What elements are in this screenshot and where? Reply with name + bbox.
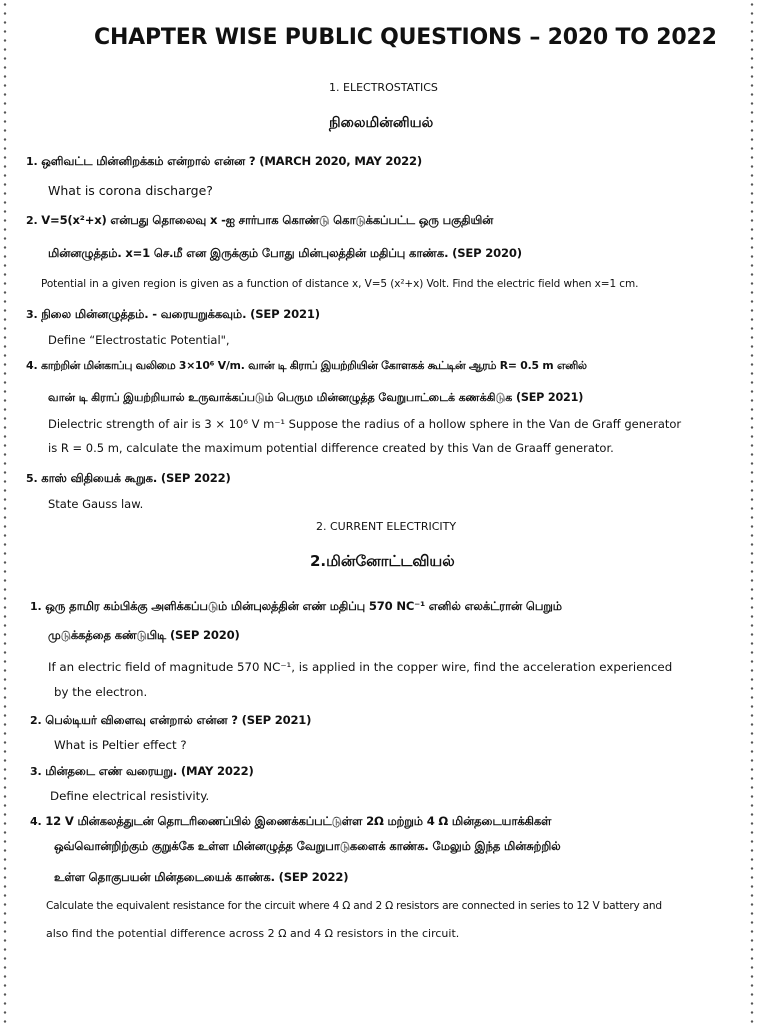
exam-tag: (SEP 2022): [278, 870, 349, 884]
question-text-en: is R = 0.5 m, calculate the maximum potential difference created by this Van de Graaff generator.: [48, 441, 614, 455]
question-ta: [30, 712, 311, 729]
question-text-ta: 12 V மின்கலத்துடன் தொடரிணைப்பில் இணைக்கப்பட்டுள்ள 2Ω மற்றும் 4 Ω மின்தடையாக்கிகள்: [45, 814, 552, 828]
question-text-ta: நிலை மின்னழுத்தம். - வரையறுக்கவும்.: [41, 307, 247, 321]
question-ta: [30, 813, 551, 830]
question-number: 1.: [30, 600, 42, 613]
question-text-en: What is corona discharge?: [48, 183, 213, 198]
page-title: CHAPTER WISE PUBLIC QUESTIONS – 2020 TO 2022: [94, 25, 717, 50]
question-text-en: by the electron.: [54, 685, 148, 699]
question-text-en: Define “Electrostatic Potential",: [48, 333, 230, 347]
question-text-en: Calculate the equivalent resistance for the circuit where 4 Ω and 2 Ω resistors are connected in series to 12 V battery and: [46, 900, 662, 912]
question-text-ta: ஒரு தாமிர கம்பிக்கு அளிக்கப்படும் மின்புலத்தின் எண் மதிப்பு 570 NC⁻¹ எனில் எலக்ட்ரான் பெறும்: [45, 599, 562, 613]
question-number: 5.: [26, 472, 38, 485]
question-ta: [30, 598, 562, 615]
question-text-ta: மின்தடை எண் வரையறு.: [45, 764, 178, 778]
question-text-ta: ஒளிவட்ட மின்னிறக்கம் என்றால் என்ன ?: [41, 154, 256, 168]
exam-tag: (SEP 2021): [250, 307, 320, 321]
question-ta: [26, 306, 320, 323]
question-text-ta: ஒவ்வொன்றிற்கும் குறுக்கே உள்ள மின்னழுத்த வேறுபாடுகளைக் காண்க. மேலும் இந்த மின்சுற்றில்: [54, 839, 561, 853]
exam-tag: (SEP 2020): [169, 628, 240, 642]
question-text-ta: முடுக்கத்தை கண்டுபிடி: [48, 628, 167, 642]
question-text-en: If an electric field of magnitude 570 NC⁻¹, is applied in the copper wire, find the acceleration experienced: [48, 660, 673, 674]
question-ta: [26, 212, 493, 229]
section-heading-ta: நிலைமின்னியல்: [329, 115, 434, 131]
exam-tag: (MAY 2022): [180, 764, 254, 778]
question-ta: [26, 153, 422, 170]
question-number: 4.: [26, 359, 38, 372]
question-text-en: also find the potential difference across 2 Ω and 4 Ω resistors in the circuit.: [46, 927, 460, 940]
question-number: 4.: [30, 815, 42, 828]
question-ta: [26, 470, 231, 487]
exam-tag: (SEP 2020): [452, 246, 522, 260]
question-ta-cont: [48, 245, 522, 261]
question-ta-cont: [48, 390, 583, 406]
question-text-ta: பெல்டியர் விளைவு என்றால் என்ன ?: [45, 713, 238, 727]
exam-tag: (MARCH 2020, MAY 2022): [259, 154, 422, 168]
question-text-ta: வான் டி கிராப் இயற்றியால் உருவாக்கப்படும் பெரும மின்னழுத்த வேறுபாட்டைக் கணக்கிடுக: [48, 391, 513, 404]
question-text-en: Dielectric strength of air is 3 × 10⁶ V m⁻¹ Suppose the radius of a hollow sphere in the Van de Graff generator: [48, 417, 682, 431]
question-ta: [30, 763, 254, 780]
question-number: 2.: [26, 214, 38, 227]
question-text-ta: காற்றின் மின்காப்பு வலிமை 3×10⁶ V/m. வான் டி கிராப் இயற்றியின் கோளகக் கூட்டின் ஆரம் R= 0.5 m எனில்: [41, 359, 587, 372]
question-number: 1.: [26, 155, 38, 168]
question-text-en: State Gauss law.: [48, 497, 144, 511]
question-text-ta: உள்ள தொகுபயன் மின்தடையைக் காண்க.: [54, 870, 275, 884]
question-number: 3.: [30, 765, 42, 778]
question-ta-cont: [54, 869, 348, 885]
question-number: 3.: [26, 308, 38, 321]
question-ta-cont: [48, 627, 240, 643]
section-heading-en: 2. CURRENT ELECTRICITY: [316, 520, 457, 533]
question-text-ta: V=5(x²+x) என்பது தொலைவு x -ஐ சார்பாக கொண்டு கொடுக்கப்பட்ட ஒரு பகுதியின்: [41, 213, 494, 227]
exam-tag: (SEP 2021): [515, 391, 584, 404]
section-heading-en: 1. ELECTROSTATICS: [329, 81, 438, 94]
question-ta: [26, 358, 587, 374]
question-ta-cont: [54, 838, 561, 854]
question-text-en: Define electrical resistivity.: [50, 789, 210, 803]
question-number: 2.: [30, 714, 42, 727]
exam-tag: (SEP 2021): [241, 713, 312, 727]
question-text-en: What is Peltier effect ?: [54, 738, 187, 752]
question-text-ta: காஸ் விதியைக் கூறுக.: [41, 471, 158, 485]
section-heading-ta: 2.மின்னோட்டவியல்: [310, 552, 455, 570]
exam-tag: (SEP 2022): [160, 471, 231, 485]
question-text-ta: மின்னழுத்தம். x=1 செ.மீ என இருக்கும் போது மின்புலத்தின் மதிப்பு காண்க.: [48, 246, 449, 260]
question-text-en: Potential in a given region is given as a function of distance x, V=5 (x²+x) Volt. Find the electric field when x=1 cm.: [41, 278, 639, 290]
